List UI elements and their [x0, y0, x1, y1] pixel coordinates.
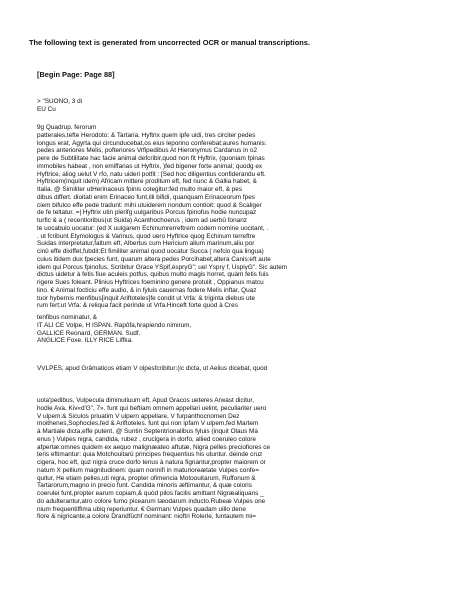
text-line: afpertæ:omnes quidem ex aequo malignæateo aftutæ, Nigra pelles preciofiores ce [37, 443, 271, 451]
text-line: Tartarorum,magno in precio funt. Candida minoris æftimantur, & quæ coloris [37, 482, 252, 490]
text-line: tuor hybernis menfibus[inquit Ariftoteles]fe condit ut Vrfa: & triginta diebus ute [37, 294, 255, 302]
text-line: Hyftrice, aliog uelut V rfo, natu uideri potfit : [Sed hoc diligentius confiderandu eft. [37, 170, 266, 178]
text-line: cuius itidem dux fpecies funt, quarum altera pedes Porcihabet,altera Canis:eft aute [37, 255, 271, 263]
begin-page-marker: [Begin Page: Page 88] [37, 70, 115, 79]
text-line: longus erat, Ágyrta qui circunducebat,os eius leporino conferebat;aures humanis: [37, 139, 267, 147]
text-line: rum fert;ut Vrfa: & reliqua facit perinde ut Vrfa.Hinceft forte quod à Cres [37, 302, 238, 310]
text-line: enus ) Vulpes nigra, candida, rubez , crucigera in dorfo, allied coeruleo colore [37, 435, 256, 443]
text-line: moithenes,Sophocles,fed & Ariftoteles. funt qui non ipfam V ulpem,fed Martem [37, 420, 259, 428]
text-line: coerulei funt,propter earum copiam,& quòd pilos facilis amittant Nigræaliquans _ [37, 490, 264, 497]
text-line: EU Cu [37, 105, 56, 113]
text-line: GALLICE Reonard, GERMAN. Sudf. [37, 329, 141, 337]
header-lines [37, 98, 437, 114]
text-line: de fe teltatur. =| Hyftrix utin plerifg uulgaribus Porcus fpinofus hodie nuncupaz [37, 209, 257, 217]
text-line: fiore & nigricante,a colore Drandfüchf nominant: nioftri Rolerle, funtautem mi= [37, 513, 256, 521]
text-line: 9g Quadrup. ferorum [37, 124, 97, 131]
text-line: patterales,tefte Herodoto: & Tartaria. Hyftrix quem ipfe uidi, tres circiter pedes [37, 131, 256, 139]
text-line: lino. € Animal focticiu effe audio, & in fyluis cauernas fodere Melis inftar, Quaz [37, 286, 257, 294]
text-line: do adulterantur,atro colore fumo picearum tæodarum inducto.Rubeæ Vulpes one [37, 497, 266, 505]
text-line: . ut fcribunt Etymologus & Varinus, quod uero Hyftrice quog Echinum terreftre [37, 232, 256, 240]
text-line: à Martiale dicta,effe putent. @ Suntin Septentrionalibus fyluis (inquit Olaus Ma [37, 428, 258, 435]
ocr-notice: The following text is generated from uncorrected OCR or manual transcriptions. [29, 38, 310, 47]
text-line: immobiles habeat , non emiffarias ut Hyftrix, )fed bigener forte animal; quodg ex [37, 162, 263, 170]
text-line: Hyftricem(inquit idem) Africam mittere proditum eft, fed nunc & Gallia habet, & [37, 178, 257, 186]
text-line: cigera, hoc eft, quz nigra cruce dorfo tenus à natura fignantur,propter maiorem or [37, 459, 266, 466]
text-line: te uocabulo uocatur: (ed X uulgarem Echinumrerreftrem codem nomine uocitant, . [37, 224, 269, 232]
text-line: uola'pedibus, Vulpecula diminutiuum eft, Apud Gracos ueteres Arwast dicitur, [37, 397, 254, 404]
text-line: turfic & a ( recentioribus(ut Suida) Acanthochoerus , idem ad uerbû fonanz [37, 217, 247, 224]
text-line: ciem bifulco effe pede tradunt: mihi utuiderem nondum contioit: quod & Scaliger [37, 201, 262, 209]
text-line: hodie Ava. Kiv«d'G", 7». funt qui beftiam omnem appellari uelint, peculiariter uero [37, 404, 267, 412]
text-line: dibus differt. dioitati enim Erinaceo funt,illi bifidi, quanquam Erinaceorum fpes [37, 193, 255, 201]
text-line: V ulpem:& Siculos priuatim V ulpern appellare, V furpanthocnomen Dez [37, 412, 240, 420]
text-line: natum X pellium magnitudinem: quam nonnifi in maturioreætate Vulpes confe= [37, 466, 259, 474]
text-line: ANGLICE Foxe. ILLY RICE Liffka. [37, 337, 133, 345]
text-line: VVLPES, apud Grâmaticos etiam V olpesfcribitur:(ic dicta, ut Aelius dicebat, quod [37, 365, 268, 372]
text-line: Italia. @ Similiter utHerinaceus fpinis cotegitur:fed multo maior eft, & pes [37, 186, 243, 193]
text-line: IT ALI CE Volpe, H ISPAN. Rapôfa,hrapiendo nimirum, [37, 321, 192, 329]
text-line: tenfibus nominatur, & [37, 314, 98, 321]
paragraph-vulpes-heading [37, 365, 437, 373]
text-line: > "SUONO, 3 di [37, 98, 83, 105]
text-line: cinû effe dixiffet,fubdit:Et fimiliter animal quod uocatur Succa ( nefcio qua lingua) [37, 248, 264, 255]
text-line: nium frequentiffima ubiq reperiuntur. € Germani Vulpes quadam uillo dene [37, 505, 246, 513]
text-line: pere de Subtilitate hac facie animal defcribir,quod non fit Hyftrix, (quoniam fpinas [37, 155, 265, 162]
paragraph-hystrix [37, 124, 437, 310]
text-line: quitur, He etiam pelles,uti nigra, propter ofimencia Motoouitarum, Ruffonum & [37, 474, 256, 482]
text-line: pedes anteriores Melis, pofteriores Vrfipedibus At Hieronymus Cardanus in o2 [37, 147, 257, 155]
text-line: rigere Sues foleant. Plinius Hyftrices foeminino genere protulit , Oppianus matcu [37, 279, 264, 286]
text-line: dictus uidetur à fetis fiue aculeis potfus, quibus multo magis horret, quàm fetis fuis [37, 271, 269, 279]
text-line: Suidas interpretatur,faltum eft, Albertus cum Hericium alium marinum,aliu por [37, 240, 255, 248]
text-line: idem qui Porcus fpinofus, Scribitur Grace YSpif,ésprγG"; uel Ysprγ f, UspiγG". Sic autem [37, 263, 288, 271]
paragraph-names [37, 314, 437, 345]
paragraph-vulpes [37, 397, 437, 521]
text-line: teris eftimantur: quia Motchouitarû principes frequentius his utuntur. deinde cruz [37, 451, 263, 459]
